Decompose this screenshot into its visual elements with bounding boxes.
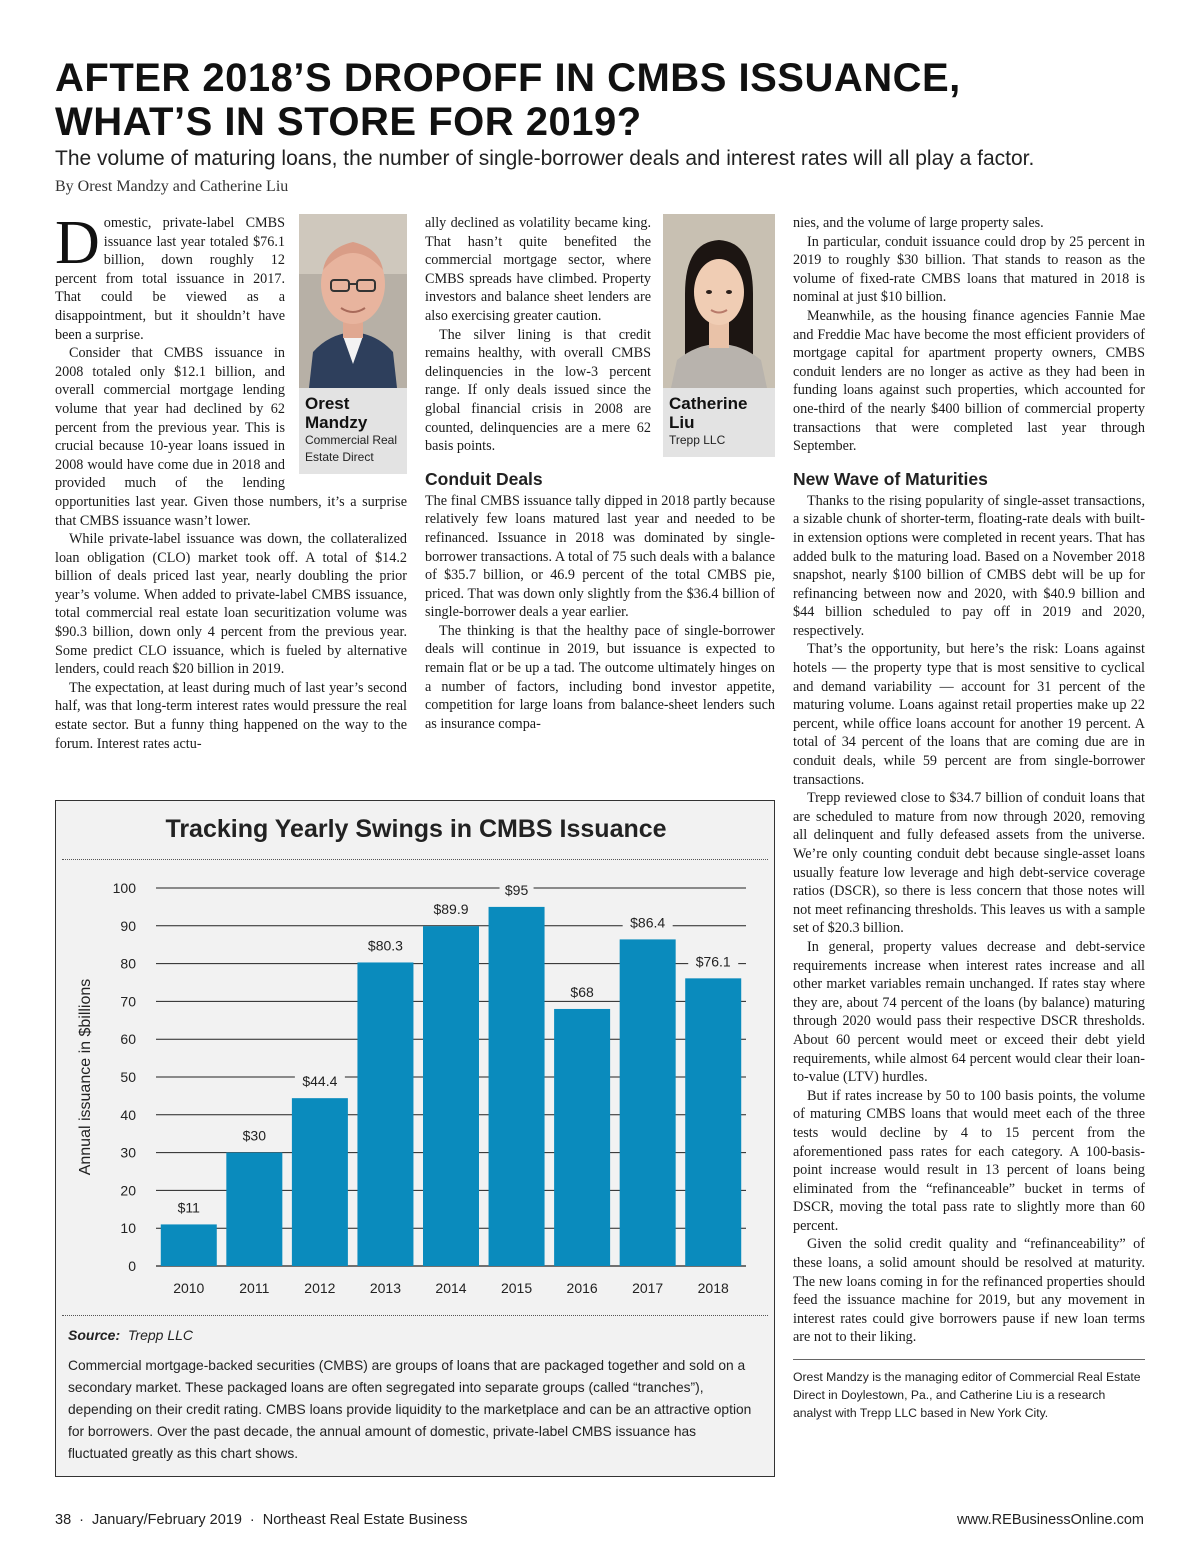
author-photo-card-liu xyxy=(663,214,775,457)
bar xyxy=(620,939,676,1266)
x-tick-label: 2011 xyxy=(239,1280,270,1296)
paragraph: ally declined as volatility became king. That hasn’t quite benefited the commercial mortgage sector, where CMBS spreads have climbed. Property investors and balance sheet lenders are also exercising greater caution. xyxy=(425,215,651,324)
bar xyxy=(357,962,413,1266)
paragraph: The final CMBS issuance tally dipped in 2018 partly because relatively few loans matured last year and needed to be refinanced. Issuance in 2018 was dominated by single-borrower transactions. A total of 75 such deals with a balance of $35.7 billion, or 46.9 percent of the total CMBS pie, priced. That was down only slightly from the $36.4 billion of single-borrower deals a year earlier. xyxy=(425,492,775,621)
paragraph: In general, property values decrease and debt-service requirements increase when interest rates increase and all other market variables remain unchanged. If rates stay where they are, about 74 percent of the loans (by balance) maturing through 2020 would pass their respective DSCR thresholds. About 60 percent would meet or exceed their debt yield requirements, while almost 64 percent would clear their loan-to-value (LTV) hurdles. xyxy=(793,938,1145,1086)
author-bio-liu xyxy=(663,388,775,457)
website-url: www.REBusinessOnline.com xyxy=(957,1512,1144,1528)
article-column-2 xyxy=(425,214,775,733)
data-label: $95 xyxy=(504,881,529,898)
data-label: $86.4 xyxy=(630,914,666,931)
paragraph: Consider that CMBS issuance in 2008 totaled only $12.1 billion, and overall commercial mortgage lending volume that year had declined by 62 percent from the previous year. This is crucial because 10-year loans issued in 2008 would have come due in 2018 and provided much of the lending opportunities last year. Given those numbers, it’s a surprise that CMBS issuance wasn’t lower. xyxy=(55,345,407,529)
paragraph: The expectation, at least during much of last year’s second half, was that long-term interest rates would pressure the real estate sector. But a funny thing happened on the way to the forum. Interest rates actu- xyxy=(55,679,407,752)
section-heading-new-wave: New Wave of Maturities xyxy=(793,468,988,489)
headline-line-1: AFTER 2018’S DROPOFF IN CMBS ISSUANCE, xyxy=(55,56,961,100)
section-heading-conduit-deals: Conduit Deals xyxy=(425,468,543,489)
article-column-3 xyxy=(793,214,1145,1422)
subhead: The volume of maturing loans, the number of single-borrower deals and interest rates will all play a factor. xyxy=(55,147,1035,170)
paragraph: Thanks to the rising popularity of single-asset transactions, a sizable chunk of shorter-term, floating-rate deals with built-in extension options were completed in recent years. That has added bulk to the maturing load. Based on a November 2018 snapshot, nearly $100 billion of CMBS debt will be up for refinancing between now and 2020, with $40.9 billion and $44 billion scheduled to pay off in 2019 and 2020, respectively. xyxy=(793,492,1145,639)
y-tick-label: 60 xyxy=(120,1031,136,1048)
x-tick-label: 2018 xyxy=(697,1280,729,1296)
paragraph: The thinking is that the healthy pace of single-borrower deals will continue in 2019, but issuance is expected to remain flat or be up a tad. The outcome ultimately hinges on a number of factors, including bond investor appetite, competition for large loans from balance-sheet lenders such as insurance compa- xyxy=(425,622,775,732)
divider xyxy=(62,1315,768,1316)
article-column-1 xyxy=(55,209,407,753)
chart-caption: Commercial mortgage-backed securities (CMBS) are groups of loans that are packaged together and sold on a secondary market. These packaged loans are often segregated into separate groups (called “tranches”), depending on their credit rating. CMBS loans provide liquidity to the marketplace and can be an attractive option for borrowers. Over the past decade, the annual amount of domestic, private-label CMBS issuance has fluctuated greatly as this chart shows. xyxy=(68,1358,752,1461)
paragraph: Meanwhile, as the housing finance agencies Fannie Mae and Freddie Mac have become the most efficient providers of mortgage capital for apartment property owners, CMBS conduit lenders are no longer as active as they had been in funding loans against such properties, which accounted for one-third of the nearly $400 billion of commercial property transactions that were completed last year through September. xyxy=(793,307,1145,455)
paragraph: The silver lining is that credit remains healthy, with overall CMBS delinquencies in the low-3 percent range. If only deals issued since the global financial crisis in 2008 are counted, delinquencies are a mere 62 basis points. xyxy=(425,326,651,455)
data-label: $76.1 xyxy=(695,953,731,970)
author-bio-mandzy xyxy=(299,388,407,474)
y-tick-label: 10 xyxy=(120,1220,136,1237)
byline: By Orest Mandzy and Catherine Liu xyxy=(55,178,289,195)
author-note: Orest Mandzy is the managing editor of Commercial Real Estate Direct in Doylestown, Pa., and Catherine Liu is a research analyst with Trepp LLC based in New York City. xyxy=(793,1359,1145,1422)
x-tick-label: 2014 xyxy=(435,1280,467,1296)
drop-cap: D xyxy=(55,209,100,277)
x-tick-label: 2016 xyxy=(566,1280,598,1296)
paragraph: nies, and the volume of large property sales. xyxy=(793,215,1044,231)
author-name-liu: Catherine Liu xyxy=(669,394,748,432)
headline-line-2: WHAT’S IN STORE FOR 2019? xyxy=(55,100,642,144)
bar-chart xyxy=(56,861,776,1309)
y-tick-label: 50 xyxy=(120,1069,136,1085)
y-tick-label: 80 xyxy=(120,955,136,972)
bar xyxy=(554,1009,610,1266)
author-photo-liu xyxy=(663,214,775,388)
x-tick-label: 2013 xyxy=(369,1280,402,1296)
data-label: $11 xyxy=(177,1199,200,1216)
author-photo-mandzy xyxy=(299,214,407,388)
issue-date: January/February 2019 xyxy=(91,1512,242,1528)
y-tick-label: 40 xyxy=(120,1106,136,1123)
paragraph: But if rates increase by 50 to 100 basis points, the volume of maturing CMBS loans that would meet each of the three tests would decline by 4 to 15 percent from the aforementioned pass rates for each category. A 100-basis-point increase would result in 13 percent of loans being eliminated from the “refinanceable” bucket in terms of DSCR, moving the total pass rate to slightly more than 60 percent. xyxy=(793,1087,1145,1234)
bar xyxy=(423,926,479,1266)
divider xyxy=(62,859,768,860)
chart-title: Tracking Yearly Swings in CMBS Issuance xyxy=(165,815,667,843)
author-company-mandzy: Commercial Real Estate Direct xyxy=(305,433,398,464)
y-tick-label: 70 xyxy=(120,993,136,1010)
data-label: $44.4 xyxy=(302,1073,338,1090)
author-company-liu: Trepp LLC xyxy=(669,433,726,447)
y-tick-label: 20 xyxy=(120,1182,136,1199)
chart-source: Source: Trepp LLC xyxy=(68,1327,194,1343)
y-tick-label: 90 xyxy=(120,917,136,934)
paragraph: That’s the opportunity, but here’s the risk: Loans against hotels — the property type that is most sensitive to cyclical and demand variability — account for 31 percent of the maturing volume. Loans against retail properties make up 22 percent, while office loans account for another 19 percent. A total of 34 percent of the loans that are coming due are in conduit deals, while 59 percent are from single-borrower transactions. xyxy=(793,641,1145,788)
headline xyxy=(55,56,1155,144)
y-tick-label: 30 xyxy=(120,1144,136,1161)
y-tick-label: 0 xyxy=(128,1258,136,1274)
paragraph: In particular, conduit issuance could drop by 25 percent in 2019 to roughly $30 billion. That stands to reason as the volume of fixed-rate CMBS loans that matured in 2018 is nominal at just $10 billion. xyxy=(793,233,1145,306)
y-tick-label: 100 xyxy=(112,880,136,896)
page-number: 38 xyxy=(55,1512,72,1528)
paragraph: Trepp reviewed close to $34.7 billion of conduit loans that are scheduled to mature from now through 2020, removing all delinquent and fully defeased assets from the universe. We’re only counting conduit debt because single-asset loans usually feature low leverage and high debt-service coverage ratios (DSCR), so there is less concern that those notes will not meet refinancing thresholds. This leaves us with a sample set of $20.3 billion. xyxy=(793,790,1145,937)
data-label: $68 xyxy=(570,983,594,1000)
y-axis-label: Annual issuance in $billions xyxy=(77,978,94,1176)
paragraph: While private-label issuance was down, the collateralized loan obligation (CLO) market took off. A total of $14.2 billion of deals priced last year, nearly doubling the prior year’s volume. When added to private-label CMBS issuance, total commercial real estate loan securitization volume was $90.3 billion, down only 4 percent from the previous year. Some predict CLO issuance, which is fueled by alternative lenders, could reach $20 billion in 2019. xyxy=(55,531,407,678)
bar xyxy=(489,907,545,1266)
data-label: $89.9 xyxy=(433,901,469,918)
x-tick-label: 2012 xyxy=(304,1280,336,1296)
bar xyxy=(685,978,741,1266)
data-label: $30 xyxy=(242,1127,267,1144)
author-photo-card-mandzy xyxy=(299,214,407,474)
footer-info: 38 · January/February 2019 · Northeast Real Estate Business xyxy=(55,1512,468,1528)
bar xyxy=(226,1153,282,1266)
x-tick-label: 2017 xyxy=(632,1280,664,1296)
paragraph: Domestic, private-label CMBS issuance last year totaled $76.1 billion, down roughly 12 percent from total issuance in 2017. That could be viewed as a disappointment, but it shouldn’t have been a surprise. xyxy=(55,209,285,343)
publication-name: Northeast Real Estate Business xyxy=(262,1512,468,1528)
bar xyxy=(292,1098,348,1266)
chart-box xyxy=(55,800,775,1477)
paragraph: Given the solid credit quality and “refinanceability” of these loans, a solid amount should be resolved at maturity. The new loans coming in for the refinanced properties should feed the issuance machine for 2019, but any movement in interest rates could give borrowers pause if new loan terms are not to their liking. xyxy=(793,1236,1145,1346)
x-tick-label: 2010 xyxy=(173,1280,205,1296)
x-tick-label: 2015 xyxy=(500,1280,533,1296)
author-name-mandzy: Orest Mandzy xyxy=(305,394,368,432)
data-label: $80.3 xyxy=(367,937,403,954)
bar xyxy=(161,1224,217,1266)
